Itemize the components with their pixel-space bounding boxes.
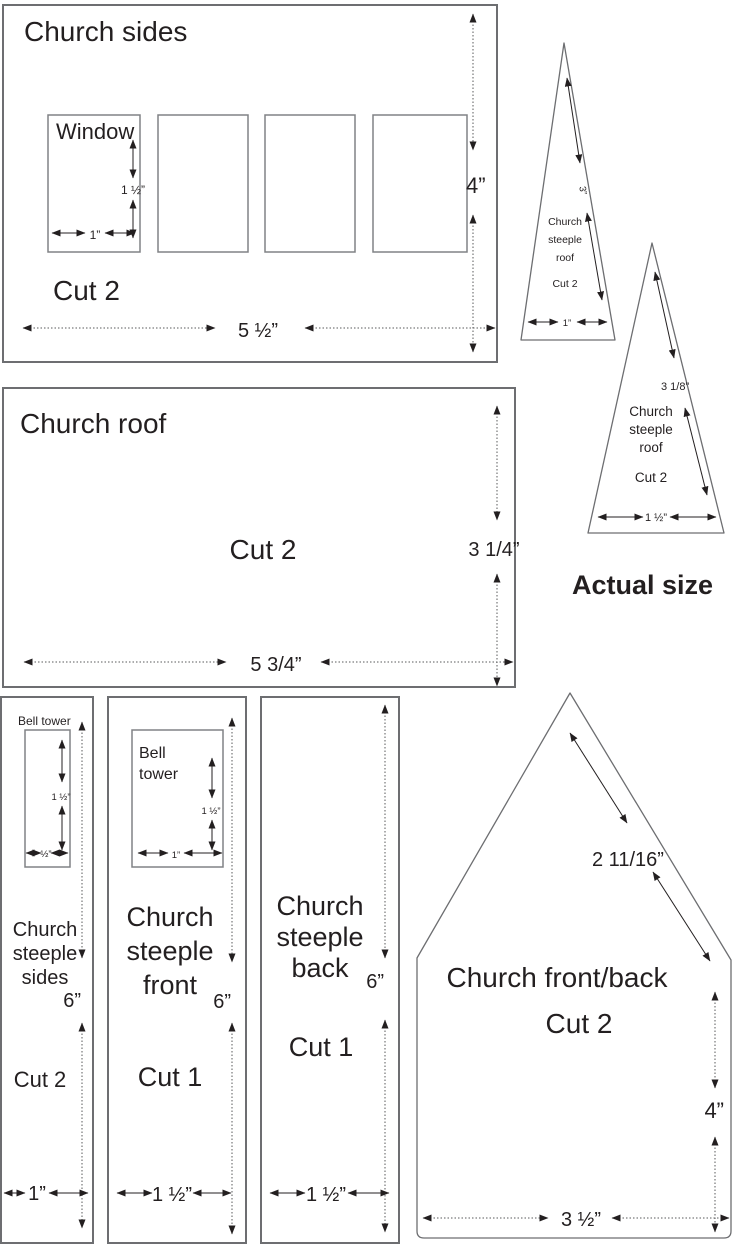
steeple-roof-large-cut-label: Cut 2 — [634, 470, 668, 485]
piece-name-line: Church — [629, 404, 673, 419]
church-front-back-cut-label: Cut 2 — [545, 1008, 613, 1039]
bell-tower-label-line: Bell — [139, 745, 166, 762]
steeple-sides-piece — [1, 697, 93, 1243]
church-roof-title: Church roof — [20, 408, 167, 439]
steeple-roof-small-slope-dimension — [567, 78, 602, 300]
steeple-roof-large-slope-value: 3 1/8” — [661, 381, 690, 393]
steeple-roof-large-outline — [588, 243, 724, 533]
church-sides-piece — [3, 5, 497, 362]
bell-width-dimension — [138, 850, 222, 861]
bell-tower-label-line: tower — [139, 766, 179, 783]
front-back-slope-value: 2 11/16” — [592, 849, 664, 871]
bell-height-dimension — [51, 740, 70, 850]
steeple-sides-height-value: 6” — [63, 990, 81, 1012]
window-width-value: 1” — [89, 228, 101, 242]
sides-width-value: 5 ½” — [237, 320, 279, 342]
steeple-back-height-dimension — [366, 705, 385, 1232]
window-height-dimension — [121, 140, 145, 238]
steeple-roof-small-base-value: 1” — [562, 318, 572, 329]
bell-height-value: 1 ½” — [51, 792, 71, 803]
steeple-sides-width-value: 1” — [28, 1183, 46, 1205]
church-roof-cut-label: Cut 2 — [229, 534, 297, 565]
window-rect-4 — [373, 115, 467, 252]
dim-line — [653, 872, 710, 961]
piece-name-line: steeple — [126, 936, 214, 966]
bell-width-value: 1” — [171, 850, 181, 861]
steeple-roof-large-slope-dimension — [655, 272, 707, 495]
piece-name-line: steeple — [629, 422, 673, 437]
steeple-roof-small-slope-value: 3” — [576, 185, 589, 196]
bell-width-dimension — [26, 849, 68, 860]
front-back-width-value: 3 ½” — [560, 1209, 602, 1231]
steeple-back-cut-label: Cut 1 — [288, 1032, 354, 1062]
piece-name-line: Church — [12, 919, 78, 941]
church-sides-outline — [3, 5, 497, 362]
steeple-back-width-value: 1 ½” — [305, 1184, 347, 1206]
piece-name-line: Church — [548, 216, 582, 228]
sides-height-dimension — [466, 14, 486, 352]
sides-height-value: 4” — [466, 173, 486, 198]
steeple-roof-small-base-dimension — [528, 318, 607, 329]
piece-name-line: back — [291, 953, 349, 983]
actual-size-label: Actual size — [572, 570, 714, 600]
steeple-front-height-value: 6” — [213, 991, 231, 1013]
church-front-back-title: Church front/back — [446, 962, 668, 993]
front-back-width-dimension — [423, 1209, 729, 1231]
steeple-sides-cut-label: Cut 2 — [13, 1067, 67, 1092]
front-back-slope-dimension — [570, 733, 710, 961]
roof-width-value: 5 3/4” — [250, 654, 302, 676]
steeple-back-piece — [261, 697, 399, 1243]
dim-line — [567, 78, 580, 163]
steeple-back-height-value: 6” — [366, 971, 384, 993]
window-label: Window — [56, 119, 135, 144]
sides-width-dimension — [23, 320, 495, 342]
bell-height-dimension — [201, 758, 220, 850]
piece-name-line: steeple — [548, 234, 582, 246]
steeple-front-width-value: 1 ½” — [151, 1184, 193, 1206]
piece-name-line: Church — [276, 891, 364, 921]
steeple-roof-large-piece — [588, 243, 724, 533]
steeple-sides-width-dimension — [4, 1183, 88, 1205]
piece-name-line: roof — [555, 252, 575, 264]
church-roof-piece — [3, 388, 520, 687]
church-front-back-piece — [417, 693, 731, 1238]
window-rect-2 — [158, 115, 248, 252]
window-height-value: 1 ½” — [120, 183, 146, 197]
front-back-height-value: 4” — [704, 1098, 724, 1123]
steeple-front-width-dimension — [117, 1184, 231, 1206]
steeple-front-cut-label: Cut 1 — [137, 1062, 203, 1092]
roof-width-dimension — [24, 654, 513, 676]
steeple-roof-small-piece — [521, 43, 615, 340]
bell-width-value: ½” — [40, 849, 52, 860]
steeple-roof-large-base-value: 1 ½” — [644, 512, 668, 524]
piece-name-line: front — [142, 970, 198, 1000]
steeple-roof-small-cut-label: Cut 2 — [552, 278, 578, 290]
front-back-height-dimension — [704, 992, 724, 1232]
piece-name-line: steeple — [12, 943, 78, 965]
church-sides-title: Church sides — [24, 16, 188, 47]
piece-name-line: roof — [639, 440, 663, 455]
bell-tower-label: Bell tower — [18, 714, 71, 728]
church-sides-cut-label: Cut 2 — [53, 275, 120, 306]
window-width-dimension — [52, 228, 135, 242]
dim-line — [655, 272, 674, 358]
roof-height-dimension — [468, 406, 519, 686]
steeple-roof-large-base-dimension — [598, 512, 716, 524]
steeple-front-piece — [108, 697, 246, 1243]
piece-name-line: Church — [126, 902, 214, 932]
roof-height-value: 3 1/4” — [468, 539, 520, 561]
dim-line — [587, 213, 602, 300]
steeple-back-width-dimension — [270, 1184, 389, 1206]
piece-name-line: steeple — [276, 922, 364, 952]
bell-height-value: 1 ½” — [201, 806, 221, 817]
dim-line — [570, 733, 627, 823]
window-rect-3 — [265, 115, 355, 252]
piece-name-line: sides — [21, 967, 69, 989]
